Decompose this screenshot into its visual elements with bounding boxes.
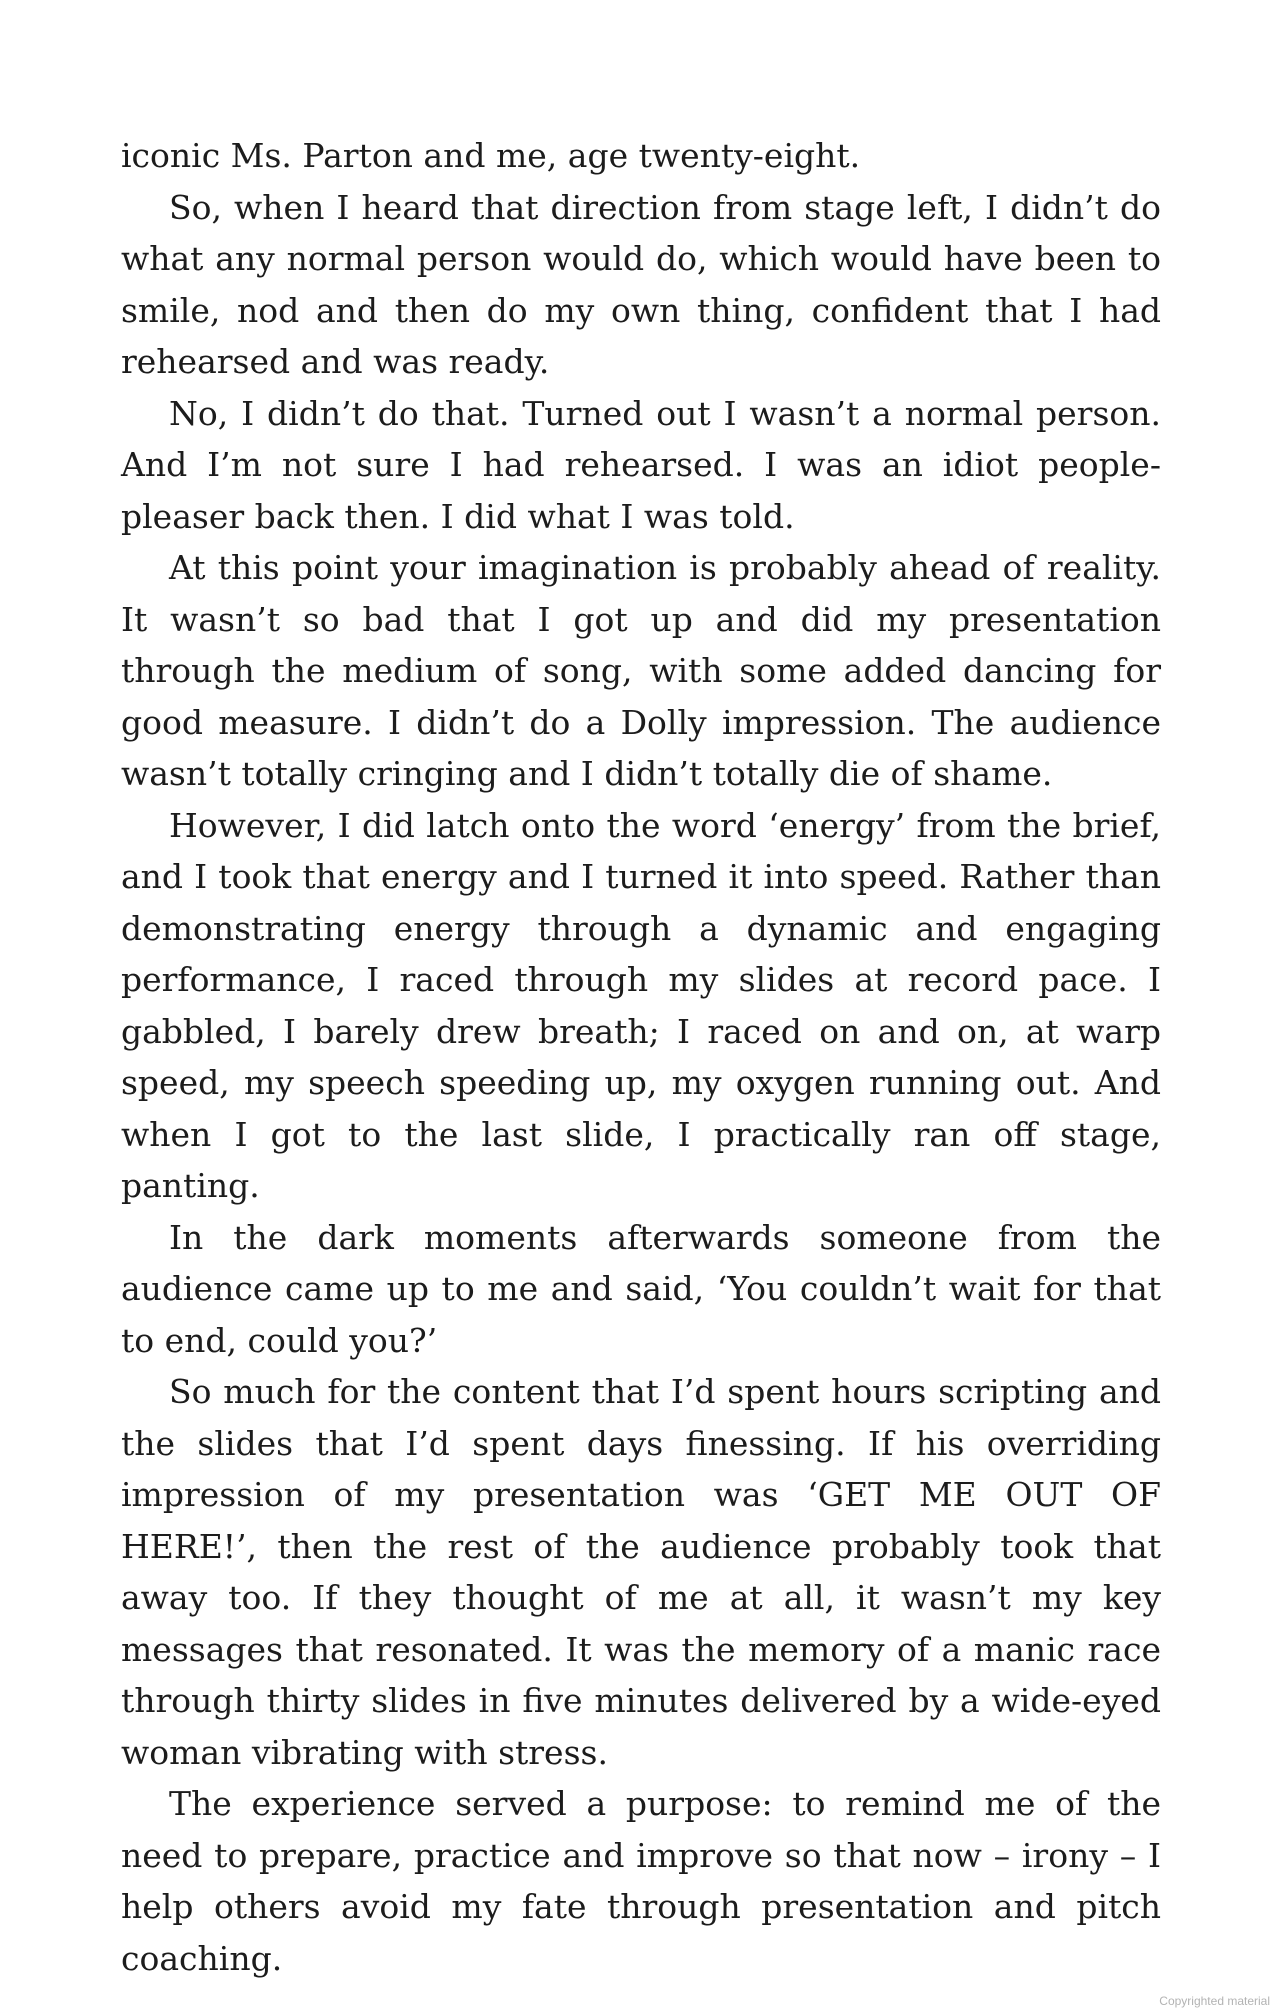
paragraph: The experience served a purpose: to remind me of the need to prepare, practice and improve so that now – irony – I help others avoid my fate through presentation and pitch coaching. <box>121 1784 1161 1978</box>
page-body <box>121 130 1161 1984</box>
paragraph: iconic Ms. Parton and me, age twenty-eight. <box>121 136 861 175</box>
paragraph: So much for the content that I’d spent hours scripting and the slides that I’d spent days finessing. If his overriding impression of my presentation was ‘GET ME OUT OF HERE!’, then the rest of the audience probably took that away too. If they thought of me at all, it wasn’t my key messages that resonated. It was the memory of a manic race through thirty slides in five minutes delivered by a wide-eyed woman vibrating with stress. <box>121 1372 1161 1772</box>
paragraph: At this point your imagination is probably ahead of reality. It wasn’t so bad that I got up and did my presentation through the medium of song, with some added dancing for good measure. I didn’t do a Dolly impression. The audience wasn’t totally cringing and I didn’t totally die of shame. <box>121 548 1161 793</box>
paragraph: However, I did latch onto the word ‘energy’ from the brief, and I took that energy and I turned it into speed. Rather than demonstrating energy through a dynamic and engaging performance, I raced through my slides at record pace. I gabbled, I barely drew breath; I raced on and on, at warp speed, my speech speeding up, my oxygen running out. And when I got to the last slide, I practically ran off stage, panting. <box>121 805 1161 1205</box>
paragraph: No, I didn’t do that. Turned out I wasn’t a normal person. And I’m not sure I had rehearsed. I was an idiot people-pleaser back then. I did what I was told. <box>121 393 1161 536</box>
copyright-watermark: Copyrighted material <box>1159 1994 1270 2008</box>
paragraph: In the dark moments afterwards someone from the audience came up to me and said, ‘You couldn’t wait for that to end, could you?’ <box>121 1217 1161 1360</box>
paragraph: So, when I heard that direction from stage left, I didn’t do what any normal person would do, which would have been to smile, nod and then do my own thing, confident that I had rehearsed and was ready. <box>121 187 1161 381</box>
